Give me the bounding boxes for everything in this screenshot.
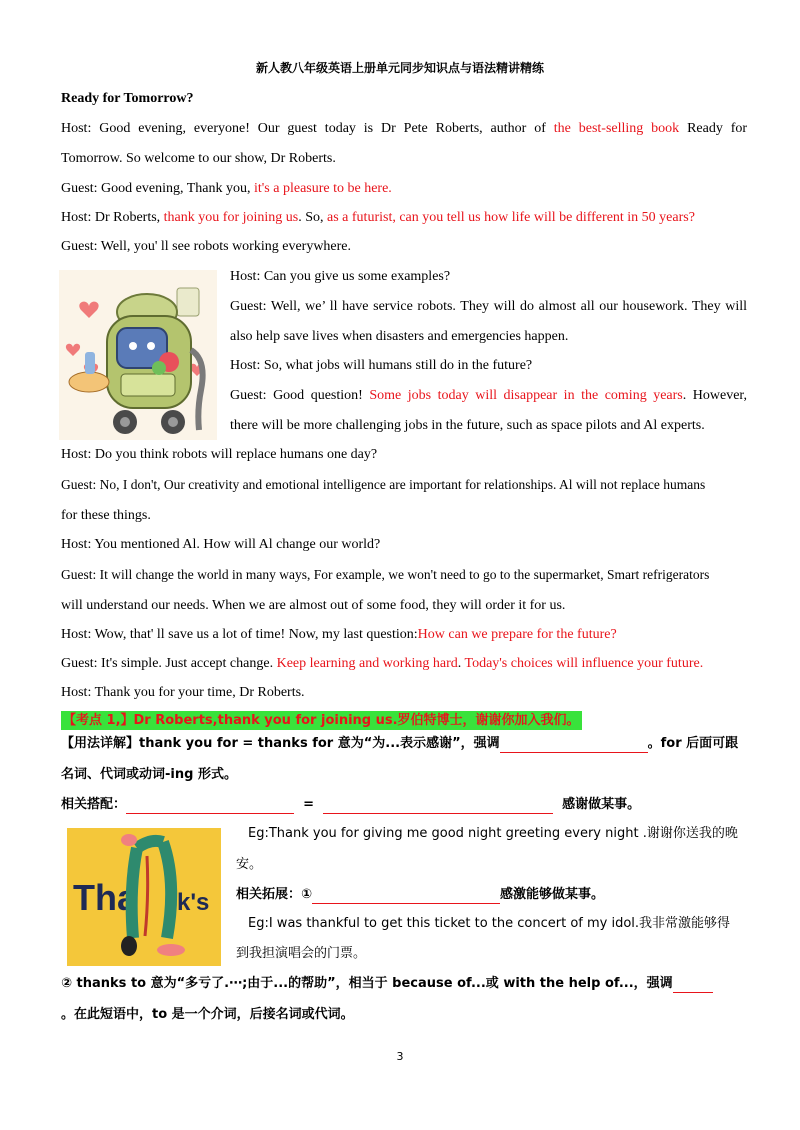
thanks-right-text: k's	[177, 889, 210, 916]
usage-line: 。在此短语中，to 是一个介词，后接名词或代词。	[61, 1007, 354, 1022]
text-span: Guest: Good question!	[230, 388, 363, 403]
text-span: Guest: It's simple. Just accept change.	[61, 656, 274, 671]
key-point-banner: 【考点 1,】Dr Roberts,thank you for joining us.罗伯特博士，谢谢你加入我们。	[63, 713, 580, 728]
dialogue-line: Guest: Well, we’ ll have service robots. They will do almost all our housework. They will	[230, 299, 747, 314]
highlight-span: it's a pleasure to be here.	[254, 181, 392, 196]
usage-line	[236, 886, 604, 904]
dialogue-line	[61, 655, 703, 673]
dialogue-line: Host: Thank you for your time, Dr Roberts.	[61, 685, 305, 700]
thanks-illustration	[67, 828, 221, 966]
text-span: Ready for	[687, 121, 748, 136]
text-span: 。for 后面可跟	[647, 736, 739, 751]
text-span: . However,	[682, 388, 748, 403]
dialogue-line: Host: Do you think robots will replace humans one day?	[61, 447, 378, 462]
highlight-span: Keep learning and working hard	[276, 656, 458, 671]
fill-blank[interactable]	[323, 813, 553, 814]
dialogue-line	[230, 387, 747, 405]
usage-line: 到我担演唱会的门票。	[236, 946, 367, 961]
text-span: 感谢做某事。	[562, 797, 641, 812]
text-span: ② thanks to 意为“多亏了.⋯;由于...的帮助”，相当于 because of...或 with the help of...，强调	[61, 976, 673, 991]
text-span: .	[457, 656, 462, 671]
highlight-span: Some jobs today will disappear in the coming years	[369, 388, 683, 403]
dialogue-line: Host: Can you give us some examples?	[230, 269, 451, 284]
text-span: Guest: Good evening, Thank you,	[61, 181, 251, 196]
dialogue-line: Guest: Well, you' ll see robots working everywhere.	[61, 239, 352, 254]
robot-illustration	[59, 270, 217, 440]
usage-line: 名词、代词或动词-ing 形式。	[61, 767, 237, 782]
dialogue-line	[61, 180, 392, 198]
usage-line: 安。	[236, 857, 263, 872]
usage-line	[61, 975, 713, 993]
dialogue-line: for these things.	[61, 508, 151, 523]
text-span: Host: Dr Roberts,	[61, 210, 161, 225]
dialogue-line: Tomorrow. So welcome to our show, Dr Roberts.	[61, 151, 336, 166]
page-number: 3	[396, 1050, 404, 1063]
text-span: 感激能够做某事。	[500, 887, 605, 902]
document-title: Ready for Tomorrow?	[61, 91, 194, 106]
highlight-span: as a futurist, can you tell us how life will be different in 50 years?	[327, 210, 695, 225]
dialogue-line: Host: So, what jobs will humans still do in the future?	[230, 358, 533, 373]
page-header: 新人教八年级英语上册单元同步知识点与语法精讲精练	[255, 61, 544, 75]
text-span: 相关拓展：①	[236, 887, 313, 902]
dialogue-line: also help save lives when disasters and emergencies happen.	[230, 329, 569, 344]
usage-line	[61, 796, 640, 814]
fill-blank[interactable]	[312, 903, 500, 904]
usage-line: Eg:Thank you for giving me good night greeting every night .谢谢你送我的晚	[248, 826, 738, 841]
highlight-span: thank you for joining us	[163, 210, 299, 225]
dialogue-line	[61, 120, 747, 138]
dialogue-line: Host: You mentioned Al. How will Al change our world?	[61, 537, 381, 552]
text-span: Host: Good evening, everyone! Our guest today is Dr Pete Roberts, author of	[61, 121, 546, 136]
text-span: Host: Wow, that' ll save us a lot of time! Now, my last question:	[61, 627, 418, 642]
text-span: . So,	[298, 210, 324, 225]
thanks-left-text: Tha	[73, 877, 138, 918]
highlight-span: How can we prepare for the future?	[417, 627, 617, 642]
text-span: =	[303, 797, 314, 812]
fill-blank[interactable]	[500, 752, 648, 753]
highlight-span: Today's choices will influence your future.	[464, 656, 704, 671]
fill-blank[interactable]	[673, 992, 713, 993]
text-span: 【用法详解】thank you for = thanks for 意为“为...表示感谢”，强调	[61, 736, 500, 751]
usage-line: Eg:I was thankful to get this ticket to the concert of my idol.我非常激能够得	[248, 916, 731, 931]
dialogue-line: Guest: No, I don't, Our creativity and emotional intelligence are important for relationships. Al will not replace humans	[61, 477, 706, 492]
text-span: 相关搭配：	[61, 797, 127, 812]
usage-line	[61, 735, 738, 753]
dialogue-line	[61, 626, 617, 644]
dialogue-line: there will be more challenging jobs in the future, such as space pilots and Al experts.	[230, 418, 705, 433]
dialogue-line: will understand our needs. When we are almost out of some food, they will order it for us.	[61, 598, 566, 613]
dialogue-line: Guest: It will change the world in many ways, For example, we won't need to go to the supermarket, Smart refrigerators	[61, 567, 710, 582]
dialogue-line	[61, 209, 695, 227]
highlight-span: the best-selling book	[553, 121, 680, 136]
fill-blank[interactable]	[126, 813, 294, 814]
